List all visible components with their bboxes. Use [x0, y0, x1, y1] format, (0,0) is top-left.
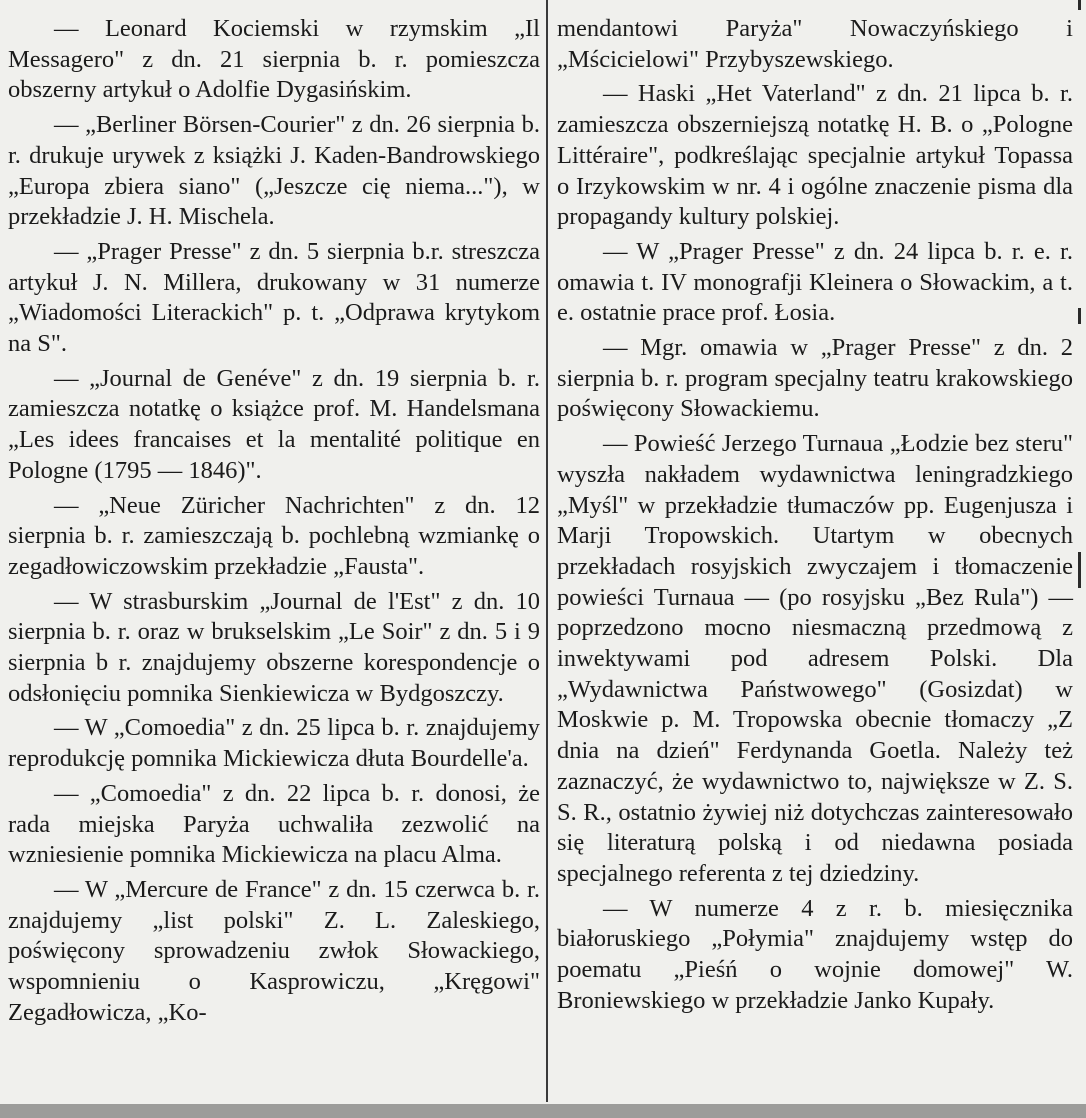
news-item: — „Prager Presse" z dn. 5 sierpnia b.r. streszcza artykuł J. N. Millera, drukowany w 31 numerze „Wiadomości Literackich" p. t. „Odprawa krytykom na S".	[8, 237, 540, 358]
right-column	[557, 14, 1073, 1021]
news-item: — Leonard Kociemski w rzymskim „Il Messagero" z dn. 21 sierpnia b. r. pomieszcza obszerny artykuł o Adolfie Dygasińskim.	[8, 15, 540, 104]
page-edge-mark	[1078, 552, 1081, 588]
left-column	[8, 14, 540, 1033]
news-item: — W numerze 4 z r. b. miesięcznika białoruskiego „Połymia" znajdujemy wstęp do poematu „Pieśń o wojnie domowej" W. Broniewskiego w przekładzie Janko Kupały.	[557, 894, 1073, 1014]
news-item: — W „Prager Presse" z dn. 24 lipca b. r. e. r. omawia t. IV monografji Kleinera o Słowackim, a t. e. ostatnie prace prof. Łosia.	[557, 237, 1073, 327]
news-item: — W „Comoedia" z dn. 25 lipca b. r. znajdujemy reprodukcję pomnika Mickiewicza dłuta Bourdelle'a.	[8, 714, 540, 773]
news-item: — „Neue Züricher Nachrichten" z dn. 12 sierpnia b. r. zamieszczają b. pochlebną wzmiankę o zegadłowiczowskim przekładzie „Fausta".	[8, 491, 540, 580]
page-edge-mark	[1078, 308, 1081, 324]
news-item: — Mgr. omawia w „Prager Presse" z dn. 2 sierpnia b. r. program specjalny teatru krakowskiego poświęcony Słowackiemu.	[557, 334, 1073, 423]
news-item: — W „Mercure de France" z dn. 15 czerwca b. r. znajdujemy „list polski" Z. L. Zaleskiego, poświęcony sprowadzeniu zwłok Słowackiego, wspomnieniu o Kasprowiczu, „Kręgowi" Zegadłowicza, „Ko-	[8, 875, 540, 1026]
news-item: — „Comoedia" z dn. 22 lipca b. r. donosi, że rada miejska Paryża uchwaliła zezwolić na wzniesienie pomnika Mickiewicza na placu Alma.	[8, 779, 540, 869]
news-item: — Powieść Jerzego Turnaua „Łodzie bez steru" wyszła nakładem wydawnictwa leningradzkiego „Myśl" w przekładzie tłumaczów pp. Eugenjusza i Marji Tropowskich. Utartym w obecnych przekładach rosyjskich zwyczajem i tłomaczenie powieści Turnaua — (po rosyjsku „Bez Rula") — poprzedzono mocno niesmaczną przedmową z inwektywami pod adresem Polski. Dla „Wydawnictwa Państwowego" (Gosizdat) w Moskwie p. M. Tropowska obecnie tłomaczy „Z dnia na dzień" Ferdynanda Goetla. Należy też zaznaczyć, że wydawnictwo to, największe w Z. S. S. R., ostatnio żywiej niż dotychczas zainteresowało się literaturą polską i od niedawna posiada specjalnego referenta z tej dziedziny.	[557, 430, 1073, 887]
scan-bottom-strip	[0, 1104, 1086, 1118]
page-edge-mark	[1078, 0, 1081, 10]
column-divider	[546, 0, 548, 1102]
news-item-continuation: mendantowi Paryża" Nowaczyńskiego i „Mścicielowi" Przybyszewskiego.	[557, 15, 1073, 73]
news-item: — „Journal de Genéve" z dn. 19 sierpnia b. r. zamieszcza notatkę o książce prof. M. Handelsmana „Les idees francaises et la mentalité politique en Pologne (1795 — 1846)".	[8, 364, 540, 484]
news-item: — W strasburskim „Journal de l'Est" z dn. 10 sierpnia b. r. oraz w brukselskim „Le Soir" z dn. 5 i 9 sierpnia b r. znajdujemy obszerne korespondencje o odsłonięciu pomnika Sienkiewicza w Bydgoszczy.	[8, 587, 540, 707]
news-item: — Haski „Het Vaterland" z dn. 21 lipca b. r. zamieszcza obszerniejszą notatkę H. B. o „Pologne Littéraire", podkreślając specjalnie artykuł Topassa o Irzykowskim w nr. 4 i ogólne znaczenie pisma dla propagandy kultury polskiej.	[557, 80, 1073, 231]
news-item: — „Berliner Börsen-Courier" z dn. 26 sierpnia b. r. drukuje urywek z książki J. Kaden-Bandrowskiego „Europa zbiera siano" („Jeszcze cię niema..."), w przekładzie J. H. Mischela.	[8, 111, 540, 231]
